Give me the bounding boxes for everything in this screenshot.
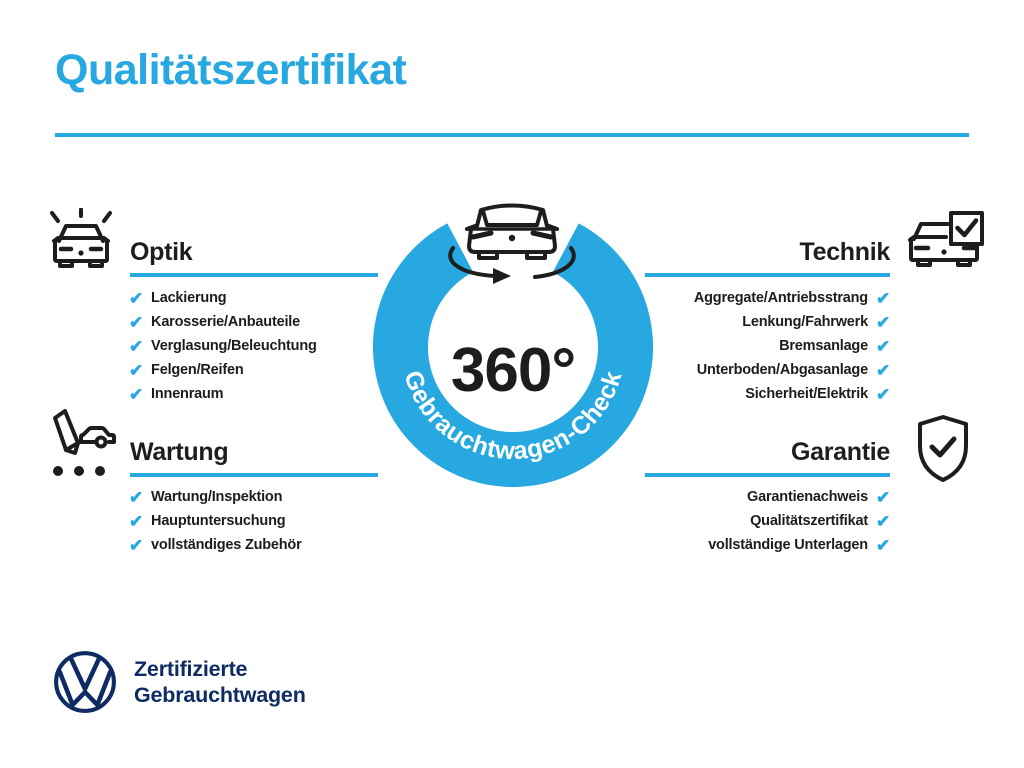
check-item [129, 533, 302, 557]
check-item-label: Qualitätszertifikat [750, 513, 868, 529]
check-icon: ✔ [875, 487, 890, 507]
section-title-garantie: Garantie [790, 438, 890, 466]
car-checkbox-icon [906, 210, 986, 276]
check-icon: ✔ [129, 312, 144, 332]
brand-claim-line1: Zertifizierte [134, 657, 248, 681]
check-icon: ✔ [129, 384, 144, 404]
car-shine-icon [44, 208, 118, 274]
check-icon: ✔ [875, 312, 890, 332]
wartung-checklist [129, 485, 302, 557]
check-item-label: Garantienachweis [747, 489, 868, 505]
check-icon: ✔ [875, 535, 890, 555]
check-icon: ✔ [129, 360, 144, 380]
check-item [540, 509, 890, 533]
check-icon: ✔ [875, 360, 890, 380]
check-item-label: Karosserie/Anbauteile [151, 314, 300, 330]
badge-degrees: 360° [450, 336, 576, 405]
check-item-label: vollständige Unterlagen [708, 537, 868, 553]
check-icon: ✔ [875, 511, 890, 531]
section-underline [130, 473, 378, 477]
check-item [129, 310, 317, 334]
section-header-wartung [130, 438, 378, 477]
section-header-technik [645, 238, 890, 277]
check-item-label: Unterboden/Abgasanlage [696, 362, 868, 378]
check-icon: ✔ [875, 384, 890, 404]
section-underline [130, 273, 378, 277]
check-item-label: Lenkung/Fahrwerk [742, 314, 868, 330]
check-item-label: Hauptuntersuchung [151, 513, 286, 529]
check-item-label: Aggregate/Antriebsstrang [693, 290, 868, 306]
page-title: Qualitätszertifikat [55, 46, 407, 94]
check-item-label: Bremsanlage [779, 338, 868, 354]
brand-claim-line2: Gebrauchtwagen [134, 682, 306, 707]
check-icon: ✔ [875, 288, 890, 308]
check-icon: ✔ [875, 336, 890, 356]
check-item-label: Sicherheit/Elektrik [745, 386, 868, 402]
check-icon: ✔ [129, 487, 144, 507]
check-item [540, 485, 890, 509]
section-header-optik [130, 238, 378, 277]
check-item [129, 382, 317, 406]
check-item-label: Lackierung [151, 290, 227, 306]
title-divider [55, 133, 969, 137]
check-item [129, 286, 317, 310]
check-item-label: Verglasung/Beleuchtung [151, 338, 317, 354]
service-checklist-icon [44, 406, 116, 480]
section-underline [645, 273, 890, 277]
car-360-rotation-icon [437, 190, 587, 292]
optik-checklist [129, 286, 317, 406]
check-item-label: Innenraum [151, 386, 224, 402]
check-icon: ✔ [129, 336, 144, 356]
shield-check-icon [912, 414, 974, 484]
vw-logo [52, 649, 118, 715]
brand-claim [134, 657, 306, 708]
check-item-label: vollständiges Zubehör [151, 537, 302, 553]
garantie-checklist [540, 485, 890, 557]
check-icon: ✔ [129, 511, 144, 531]
badge-ring-label: Gebrauchtwagen-Check [398, 367, 628, 466]
section-title-technik: Technik [799, 238, 890, 266]
section-title-optik: Optik [130, 238, 193, 266]
check-icon: ✔ [129, 535, 144, 555]
check-item [129, 358, 317, 382]
check-item-label: Wartung/Inspektion [151, 489, 283, 505]
section-header-garantie [645, 438, 890, 477]
check-item [129, 334, 317, 358]
section-title-wartung: Wartung [130, 438, 229, 466]
check-item [129, 509, 302, 533]
check-item-label: Felgen/Reifen [151, 362, 244, 378]
check-icon: ✔ [129, 288, 144, 308]
check-item [129, 485, 302, 509]
section-underline [645, 473, 890, 477]
check-item [540, 533, 890, 557]
